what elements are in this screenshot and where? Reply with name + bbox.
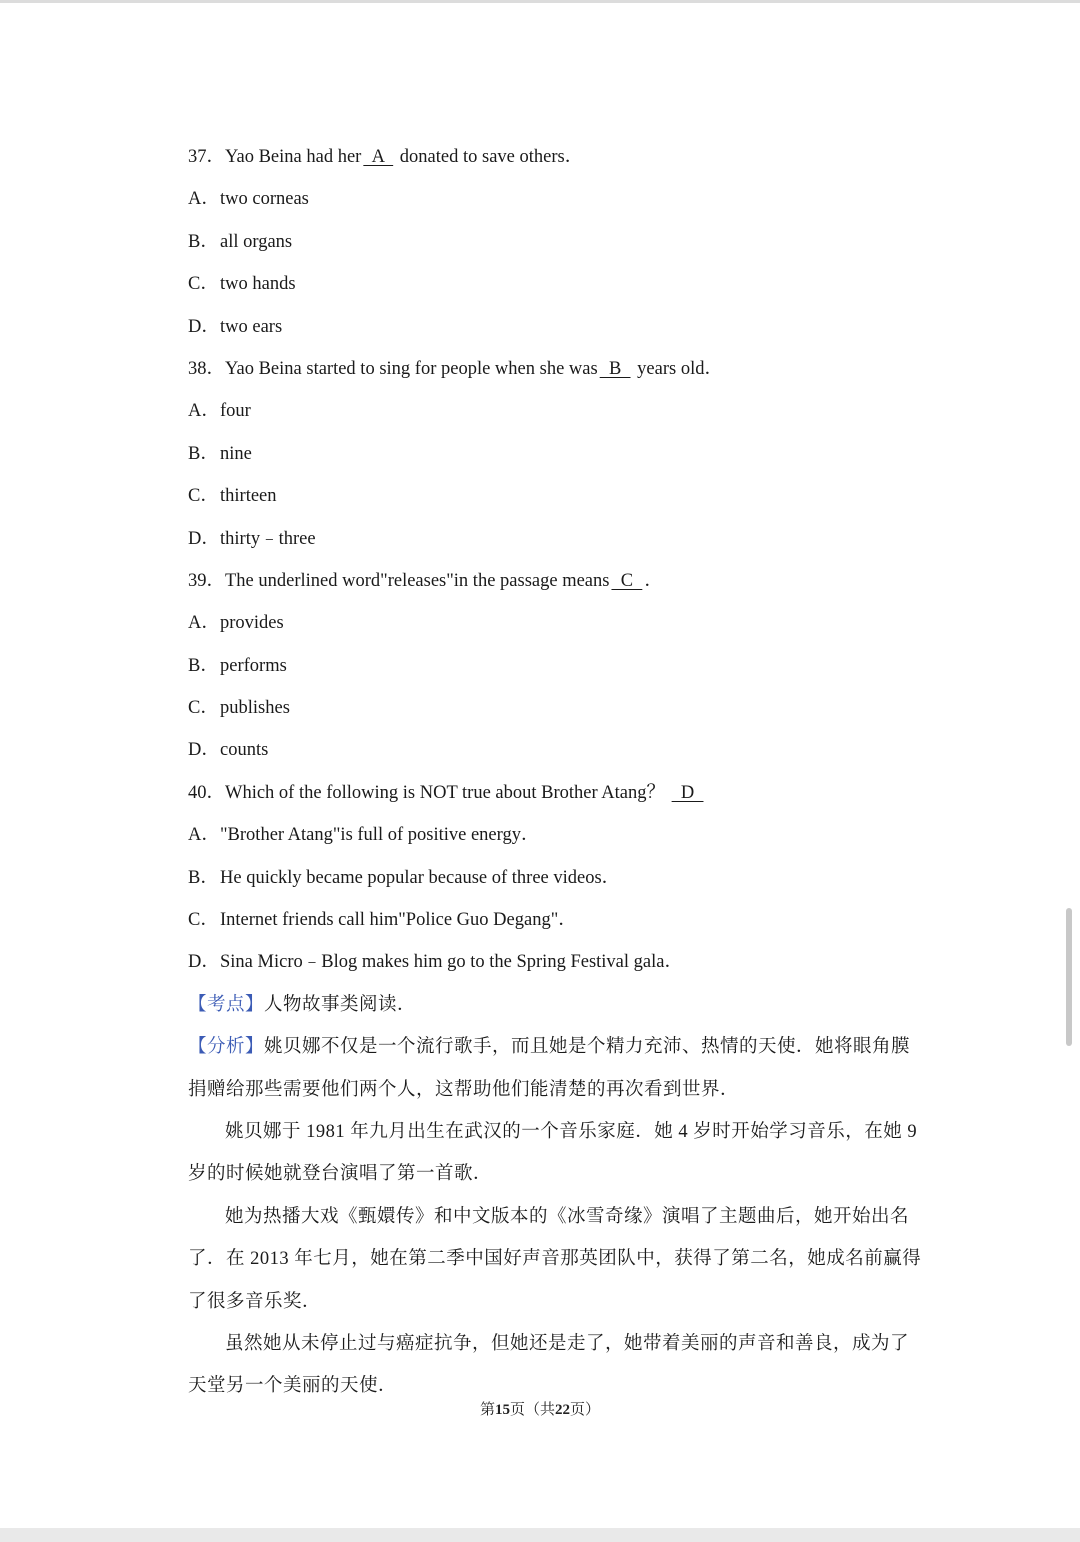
kaodian-label: 【考点】 [188,994,265,1015]
option [188,649,928,691]
option-text: two hands [220,274,296,295]
paragraph-line: 虽然她从未停止过与癌症抗争，但她还是走了，她带着美丽的声音和善良，成为了 [225,1333,910,1354]
paragraph-line: 天堂另一个美丽的天使． [188,1376,398,1397]
option [188,437,928,479]
option-text: provides [220,613,284,634]
option-text: four [220,401,251,422]
option-text: thirty﹣three [220,528,316,549]
scrollbar-thumb[interactable] [1066,908,1072,1046]
question-stem [188,776,928,818]
footer-middle: 页（共 [509,1402,555,1418]
option-letter: C． [188,274,219,295]
option [188,182,928,224]
question-text-tail: ． [644,570,663,591]
option [188,606,928,648]
kaodian-text: 人物故事类阅读． [264,994,417,1015]
option-letter: D． [188,528,220,549]
option-letter: C． [188,698,219,719]
question-stem [188,140,928,182]
total-pages-number: 22 [555,1402,570,1418]
option-letter: B． [188,655,219,676]
option-letter: D． [188,952,220,973]
option [188,945,928,987]
question-text: 40．Which of the following is NOT true about Brother Atang？ [188,782,670,803]
option-letter: C． [188,486,219,507]
option-letter: A． [188,189,220,210]
option-text: Internet friends call him"Police Guo Degang"． [220,910,577,931]
paragraph-line: 捐赠给那些需要他们两个人，这帮助他们能清楚的再次看到世界． [188,1079,740,1100]
question-text: 38．Yao Beina started to sing for people when she was [188,358,598,379]
answer-blank: A [363,147,394,167]
question-stem [188,352,928,394]
option-text: publishes [220,698,290,719]
top-edge [0,0,1080,3]
option [188,267,928,309]
paragraph-line: 岁的时候她就登台演唱了第一首歌． [188,1164,493,1185]
option-letter: D． [188,740,220,761]
option-letter: A． [188,825,220,846]
option-text: thirteen [220,486,277,507]
question-text-tail: donated to save others． [395,147,584,167]
option-letter: A． [188,401,220,422]
option-text: two corneas [220,189,309,210]
option [188,861,928,903]
document-content [188,140,928,1412]
footer-prefix: 第 [479,1402,495,1418]
question-text-tail: years old． [632,358,723,379]
paragraph-line: 了很多音乐奖． [188,1291,322,1312]
option-text: "Brother Atang"is full of positive energy． [220,825,540,846]
option-text: He quickly became popular because of three videos． [220,867,621,888]
current-page-number: 15 [494,1402,510,1418]
fenxi-line [188,1030,928,1072]
option-letter: D． [188,316,220,337]
option-text: nine [220,443,252,464]
paragraph-line: 她为热播大戏《甄嬛传》和中文版本的《冰雪奇缘》演唱了主题曲后，她开始出名 [225,1206,910,1227]
option [188,310,928,352]
option-text: two ears [220,316,283,337]
option [188,394,928,436]
option-text: performs [220,655,287,676]
option [188,479,928,521]
option-letter: C． [188,910,219,931]
option-letter: B． [188,231,219,252]
question-stem [188,564,928,606]
paragraph-line: 了．在 2013 年七月，她在第二季中国好声音那英团队中，获得了第二名，她成名前赢得 [188,1249,922,1270]
question-text: 39．The underlined word"releases"in the passage means [188,570,610,591]
option [188,903,928,945]
option-text: counts [220,740,269,761]
kaodian-line [188,988,928,1030]
fenxi-label: 【分析】 [188,1037,265,1058]
answer-blank: B [599,358,631,379]
option [188,691,928,733]
option [188,733,928,775]
option [188,522,928,564]
analysis-section [188,988,928,1412]
option-text: all organs [220,231,293,252]
answer-blank: C [611,570,643,591]
option [188,225,928,267]
footer-suffix: 页） [570,1402,601,1418]
option-letter: B． [188,443,219,464]
page-footer [0,1398,1080,1419]
bottom-edge [0,1528,1080,1542]
option-letter: A． [188,613,220,634]
question-text: 37．Yao Beina had her [188,147,362,167]
option [188,818,928,860]
paragraph-line: 姚贝娜于 1981 年九月出生在武汉的一个音乐家庭．她 4 岁时开始学习音乐，在她 9 [225,1121,918,1142]
option-text: Sina Micro﹣Blog makes him go to the Spring Festival gala． [220,952,683,973]
answer-blank: D [671,782,704,803]
fenxi-text: 姚贝娜不仅是一个流行歌手，而且她是个精力充沛、热情的天使．她将眼角膜 [264,1037,911,1058]
option-letter: B． [188,867,219,888]
